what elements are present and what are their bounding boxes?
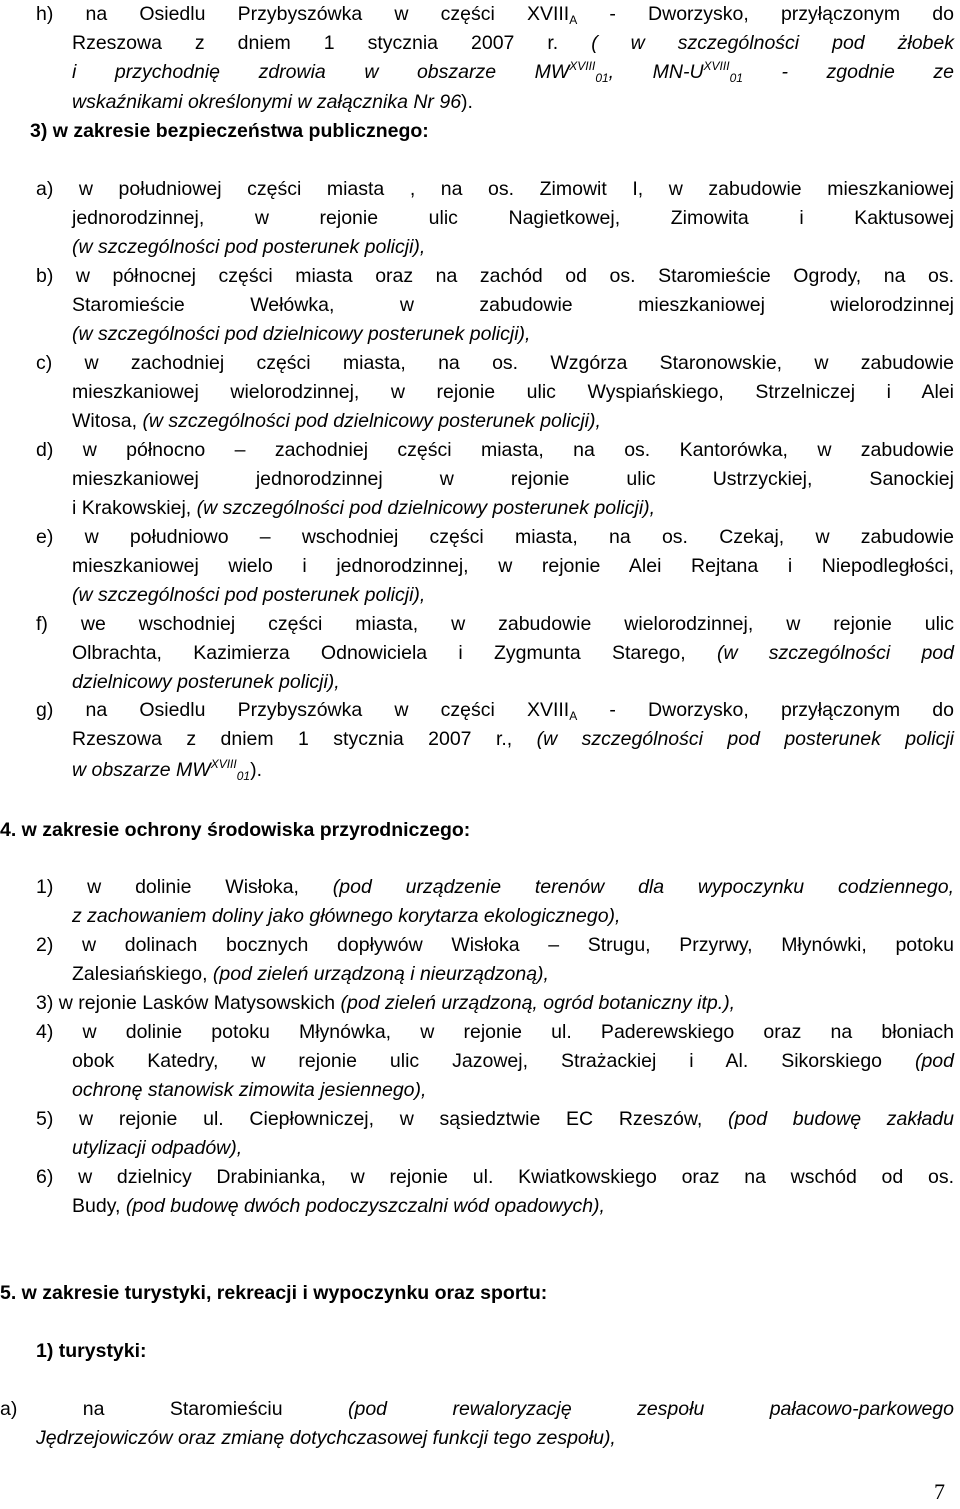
text-line: 2) w dolinach bocznych dopływów Wisłoka – Strugu, Przyrwy, Młynówki, potoku <box>36 934 954 956</box>
text-line: utylizacji odpadów), <box>72 1137 243 1159</box>
section-heading-5: 5. w zakresie turystyki, rekreacji i wypoczynku oraz sportu: <box>0 1282 548 1304</box>
text-line: Witosa, (w szczególności pod dzielnicowy posterunek policji), <box>72 410 601 432</box>
text-line: Rzeszowa z dniem 1 stycznia 2007 r., (w szczególności pod posterunek policji <box>72 728 955 750</box>
text-line: c) w zachodniej części miasta, na os. Wzgórza Staronowskie, w zabudowie <box>36 352 954 374</box>
text-line: 1) w dolinie Wisłoka, (pod urządzenie terenów dla wypoczynku codziennego, <box>36 876 954 898</box>
text-line: dzielnicowy posterunek policji), <box>72 671 340 693</box>
text-line: a) w południowej części miasta , na os. Zimowit I, w zabudowie mieszkaniowej <box>36 178 954 200</box>
text-line: h) na Osiedlu Przybyszówka w części $XVIII_A$ - Dworzysko, przyłączonym do <box>36 3 954 27</box>
text-line: e) w południowo – wschodniej części miasta, na os. Czekaj, w zabudowie <box>36 526 954 548</box>
text-line: ochronę stanowisk zimowita jesiennego), <box>72 1079 427 1101</box>
text-line: mieszkaniowej wielorodzinnej, w rejonie ulic Wyspiańskiego, Strzelniczej i Alei <box>72 381 954 403</box>
text-line: 6) w dzielnicy Drabinianka, w rejonie ul. Kwiatkowskiego oraz na wschód od os. <box>36 1166 954 1188</box>
text-line: i Krakowskiej, (w szczególności pod dzielnicowy posterunek policji), <box>72 497 656 519</box>
text-line: obok Katedry, w rejonie ulic Jazowej, Strażackiej i Al. Sikorskiego (pod <box>72 1050 954 1072</box>
text-line: 3) w rejonie Lasków Matysowskich (pod zieleń urządzoną, ogród botaniczny itp.), <box>36 992 736 1014</box>
text-line: Zalesiańskiego, (pod zieleń urządzoną i nieurządzoną), <box>72 963 549 985</box>
section-heading-3: 3) w zakresie bezpieczeństwa publicznego: <box>30 120 429 142</box>
text-line: a) na Staromieściu (pod rewaloryzację zespołu pałacowo-parkowego <box>0 1398 954 1420</box>
section-heading-4: 4. w zakresie ochrony środowiska przyrodniczego: <box>0 819 471 841</box>
text-line: g) na Osiedlu Przybyszówka w części $XVIII_A$ - Dworzysko, przyłączonym do <box>36 699 954 723</box>
text-line: 4) w dolinie potoku Młynówka, w rejonie ul. Paderewskiego oraz na błoniach <box>36 1021 954 1043</box>
subsection-heading: 1) turystyki: <box>36 1340 147 1362</box>
text-line: jednorodzinnej, w rejonie ulic Nagietkowej, Zimowita i Kaktusowej <box>72 207 954 229</box>
text-line: i przychodnię zdrowia w obszarze $MW^{XVIII}_{01}$, $MN-U^{XVIII}_{01}$ - zgodnie ze <box>72 59 954 85</box>
text-line: f) we wschodniej części miasta, w zabudowie wielorodzinnej, w rejonie ulic <box>36 613 954 635</box>
text-line: Olbrachta, Kazimierza Odnowiciela i Zygmunta Starego, (w szczególności pod <box>72 642 954 664</box>
text-line: mieszkaniowej jednorodzinnej w rejonie ulic Ustrzyckiej, Sanockiej <box>72 468 954 490</box>
text-line: 5) w rejonie ul. Ciepłowniczej, w sąsiedztwie EC Rzeszów, (pod budowę zakładu <box>36 1108 954 1130</box>
text-line: w obszarze $MW^{XVIII}_{01}$). <box>72 757 262 783</box>
text-line: Rzeszowa z dniem 1 stycznia 2007 r. ( w szczególności pod żłobek <box>72 32 954 54</box>
text-line: d) w północno – zachodniej części miasta, na os. Kantorówka, w zabudowie <box>36 439 954 461</box>
text-line: (w szczególności pod dzielnicowy posterunek policji), <box>72 323 531 345</box>
page-number: 7 <box>934 1479 945 1504</box>
text-line: b) w północnej części miasta oraz na zachód od os. Staromieście Ogrody, na os. <box>36 265 954 287</box>
text-line: Jędrzejowiczów oraz zmianę dotychczasowej funkcji tego zespołu), <box>36 1427 616 1449</box>
text-line: Budy, (pod budowę dwóch podoczyszczalni wód opadowych), <box>72 1195 605 1217</box>
text-line: wskaźnikami określonymi w załącznika Nr 96). <box>72 91 473 113</box>
text-line: Staromieście Wełówka, w zabudowie mieszkaniowej wielorodzinnej <box>72 294 954 316</box>
text-line: z zachowaniem doliny jako głównego korytarza ekologicznego), <box>72 905 621 927</box>
text-line: (w szczególności pod posterunek policji), <box>72 236 426 258</box>
text-line: mieszkaniowej wielo i jednorodzinnej, w rejonie Alei Rejtana i Niepodległości, <box>72 555 954 577</box>
text-line: (w szczególności pod posterunek policji), <box>72 584 426 606</box>
